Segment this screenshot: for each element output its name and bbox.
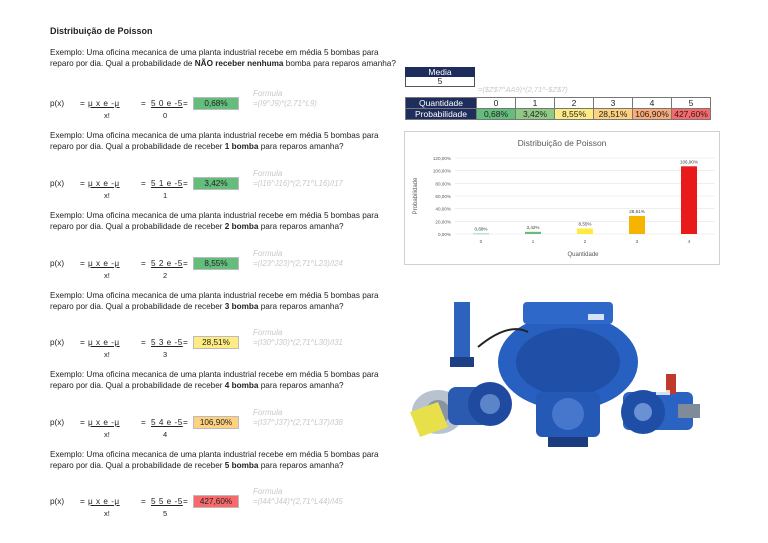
formula-denominator: x! [104, 111, 110, 120]
industrial-pump-image [408, 292, 708, 462]
equals-sign: = [183, 338, 188, 347]
example-question [50, 210, 400, 232]
question-text: bomba para reparos amanha? [283, 59, 396, 68]
substituted-denominator: 4 [163, 430, 168, 439]
substituted-numerator: 5 0 e -5 [151, 99, 183, 108]
question-text: Exemplo: Uma oficina mecanica de uma planta industrial recebe em média 5 bombas para reparo por dia. Qual a probabilidade de [50, 48, 379, 68]
formula-lhs: p(x) [50, 99, 65, 108]
quantity-header: Quantidade [406, 98, 477, 109]
table-cell[interactable]: 0,68% [477, 109, 516, 120]
equals-sign: = [141, 179, 146, 188]
formula-row [50, 89, 410, 123]
question-text: para reparos amanha? [258, 142, 344, 151]
formula-label: Formula [253, 89, 283, 98]
x-tick-label: 0 [479, 240, 483, 245]
example-question [50, 369, 400, 391]
bar-value-label: 106,90% [679, 159, 699, 165]
question-highlight: 5 bomba [224, 461, 259, 470]
question-highlight: 2 bomba [224, 222, 259, 231]
formula-row [50, 249, 410, 283]
table-cell[interactable]: 1 [516, 98, 555, 109]
equals-sign: = [183, 418, 188, 427]
question-text: para reparos amanha? [258, 461, 344, 470]
equals-sign: = [183, 99, 188, 108]
formula-denominator: x! [104, 271, 110, 280]
media-box [405, 67, 475, 87]
bar-value-label: 28,51% [629, 208, 645, 214]
equals-sign: = [80, 179, 85, 188]
x-tick-label: 4 [687, 240, 691, 245]
question-text: para reparos amanha? [258, 222, 344, 231]
table-cell[interactable]: 3 [594, 98, 633, 109]
substituted-denominator: 1 [163, 191, 168, 200]
formula-row [50, 328, 410, 362]
equals-sign: = [141, 418, 146, 427]
equals-sign: = [141, 338, 146, 347]
table-cell[interactable]: 106,90% [633, 109, 672, 120]
chart-ylabel: Probabilidade [413, 177, 419, 215]
example-question [50, 130, 400, 152]
chart-bar[interactable] [525, 232, 541, 234]
question-highlight: NÃO receber nenhuma [194, 59, 284, 68]
formula-denominator: x! [104, 430, 110, 439]
equals-sign: = [141, 497, 146, 506]
result-cell[interactable]: 0,68% [193, 97, 239, 110]
chart-title: Distribuição de Poisson [517, 138, 607, 148]
formula-expression: =(I44^J44)*(2,71^L44)/I45 [253, 497, 343, 506]
question-text: Exemplo: Uma oficina mecanica de uma planta industrial recebe em média 5 bombas para reparo por dia. Qual a probabilidade de receber [50, 211, 379, 231]
y-tick-label: 120,00% [432, 156, 451, 161]
top-formula: =($Z$7^AA9)*(2,71^-$Z$7) [478, 85, 568, 94]
x-tick-label: 3 [635, 240, 639, 245]
question-text: Exemplo: Uma oficina mecanica de uma planta industrial recebe em média 5 bombas para reparo por dia. Qual a probabilidade de receber [50, 450, 379, 470]
formula-label: Formula [253, 487, 283, 496]
bar-value-label: 8,55% [578, 221, 592, 227]
formula-expression: =(I37^J37)*(2,71^L37)/I38 [253, 418, 343, 427]
substituted-denominator: 3 [163, 350, 168, 359]
media-value[interactable]: 5 [405, 77, 475, 87]
result-cell[interactable]: 8,55% [193, 257, 239, 270]
substituted-denominator: 5 [163, 509, 168, 518]
formula-expression: =(I16^J16)*(2,71^L16)/I17 [253, 179, 343, 188]
substituted-numerator: 5 5 e -5 [151, 497, 183, 506]
equals-sign: = [141, 99, 146, 108]
equals-sign: = [80, 99, 85, 108]
example-question [50, 449, 400, 471]
table-cell[interactable]: 427,60% [672, 109, 711, 120]
formula-row [50, 169, 410, 203]
table-cell[interactable]: 0 [477, 98, 516, 109]
formula-numerator: μ x e -μ [88, 179, 120, 188]
formula-lhs: p(x) [50, 179, 65, 188]
chart-bar[interactable] [629, 216, 645, 234]
table-cell[interactable]: 2 [555, 98, 594, 109]
y-tick-label: 100,00% [432, 168, 451, 174]
formula-numerator: μ x e -μ [88, 338, 120, 347]
formula-denominator: x! [104, 350, 110, 359]
formula-label: Formula [253, 249, 283, 258]
equals-sign: = [80, 497, 85, 506]
substituted-denominator: 0 [163, 111, 168, 120]
question-text: Exemplo: Uma oficina mecanica de uma planta industrial recebe em média 5 bombas para reparo por dia. Qual a probabilidade de receber [50, 370, 379, 390]
formula-numerator: μ x e -μ [88, 497, 120, 506]
question-text: para reparos amanha? [258, 302, 344, 311]
bar-value-label: 3,42% [526, 224, 540, 230]
formula-label: Formula [253, 408, 283, 417]
equals-sign: = [183, 497, 188, 506]
result-cell[interactable]: 28,51% [193, 336, 239, 349]
equals-sign: = [183, 259, 188, 268]
formula-label: Formula [253, 328, 283, 337]
formula-label: Formula [253, 169, 283, 178]
question-text: Exemplo: Uma oficina mecanica de uma planta industrial recebe em média 5 bombas para reparo por dia. Qual a probabilidade de receber [50, 131, 379, 151]
y-tick-label: 60,00% [435, 194, 451, 199]
formula-expression: =(I9^J9)*(2,71^L9) [253, 99, 317, 108]
page-title: Distribuição de Poisson [50, 26, 153, 36]
formula-row [50, 408, 410, 442]
probability-header: Probabilidade [406, 109, 477, 120]
question-highlight: 3 bomba [224, 302, 259, 311]
table-cell[interactable]: 3,42% [516, 109, 555, 120]
formula-denominator: x! [104, 509, 110, 518]
substituted-numerator: 5 4 e -5 [151, 418, 183, 427]
formula-denominator: x! [104, 191, 110, 200]
pump-illustration [408, 292, 708, 462]
quantity-row [406, 98, 711, 109]
table-cell[interactable]: 8,55% [555, 109, 594, 120]
chart-bar[interactable] [473, 234, 489, 235]
equals-sign: = [80, 259, 85, 268]
table-cell[interactable]: 5 [672, 98, 711, 109]
example-question [50, 290, 400, 312]
substituted-numerator: 5 2 e -5 [151, 259, 183, 268]
question-highlight: 1 bomba [224, 142, 259, 151]
result-cell[interactable]: 3,42% [193, 177, 239, 190]
equals-sign: = [80, 418, 85, 427]
question-highlight: 4 bomba [224, 381, 259, 390]
chart-bar[interactable] [577, 229, 593, 234]
equals-sign: = [183, 179, 188, 188]
chart-bar[interactable] [681, 166, 697, 234]
equals-sign: = [141, 259, 146, 268]
poisson-chart[interactable] [404, 131, 720, 265]
formula-lhs: p(x) [50, 338, 65, 347]
chart-svg [405, 132, 719, 264]
formula-numerator: μ x e -μ [88, 99, 120, 108]
formula-numerator: μ x e -μ [88, 418, 120, 427]
y-tick-label: 80,00% [435, 181, 451, 187]
formula-row [50, 487, 410, 521]
formula-expression: =(I23^J23)*(2,71^L23)/I24 [253, 259, 343, 268]
formula-numerator: μ x e -μ [88, 259, 120, 268]
substituted-numerator: 5 1 e -5 [151, 179, 183, 188]
equals-sign: = [80, 338, 85, 347]
formula-lhs: p(x) [50, 497, 65, 506]
y-tick-label: 40,00% [435, 206, 451, 212]
example-question [50, 47, 400, 69]
result-cell[interactable]: 106,90% [193, 416, 239, 429]
probability-row [406, 109, 711, 120]
table-cell[interactable]: 28,51% [594, 109, 633, 120]
y-tick-label: 20,00% [435, 219, 451, 225]
bar-value-label: 0,68% [474, 226, 488, 232]
x-tick-label: 1 [531, 240, 535, 245]
table-cell[interactable]: 4 [633, 98, 672, 109]
y-tick-label: 0,00% [437, 232, 451, 237]
question-text: Exemplo: Uma oficina mecanica de uma planta industrial recebe em média 5 bombas para reparo por dia. Qual a probabilidade de receber [50, 291, 379, 311]
formula-lhs: p(x) [50, 418, 65, 427]
chart-xlabel: Quantidade [567, 252, 599, 258]
probability-table [405, 97, 711, 120]
x-tick-label: 2 [583, 240, 587, 245]
result-cell[interactable]: 427,60% [193, 495, 239, 508]
formula-lhs: p(x) [50, 259, 65, 268]
substituted-numerator: 5 3 e -5 [151, 338, 183, 347]
question-text: para reparos amanha? [258, 381, 344, 390]
media-label: Media [405, 67, 475, 77]
substituted-denominator: 2 [163, 271, 168, 280]
formula-expression: =(I30^J30)*(2,71^L30)/I31 [253, 338, 343, 347]
